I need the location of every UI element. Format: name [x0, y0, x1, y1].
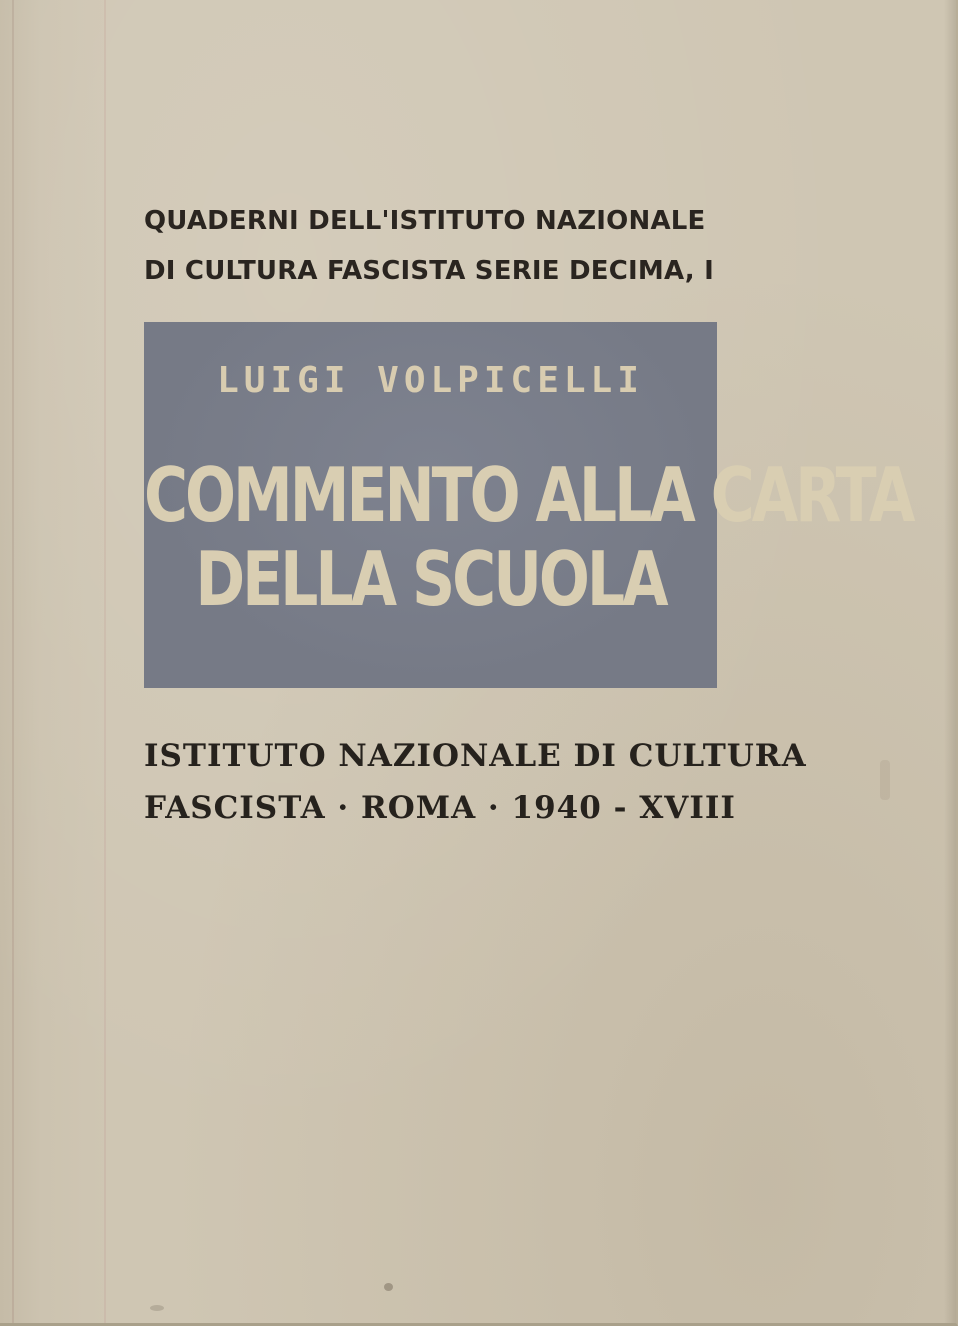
- book-title: [144, 452, 913, 624]
- publisher-imprint: [144, 730, 807, 834]
- publisher-line-2: FASCISTA · ROMA · 1940 - XVIII: [144, 790, 736, 826]
- paper-stain: [880, 760, 890, 800]
- paper-stain: [150, 1305, 164, 1311]
- spine-crease: [12, 0, 14, 1326]
- series-line-1: QUADERNI DELL'ISTITUTO NAZIONALE: [144, 206, 706, 236]
- paper-stain: [384, 1283, 393, 1291]
- book-title-line-1: COMMENTO ALLA CARTA: [144, 452, 913, 540]
- author-name: LUIGI VOLPICELLI: [217, 360, 644, 401]
- title-panel: [144, 322, 913, 688]
- publisher-line-1: ISTITUTO NAZIONALE DI CULTURA: [144, 738, 807, 774]
- spine-crease: [104, 0, 106, 1326]
- series-heading: [144, 196, 724, 296]
- cover-edge-shadow: [944, 0, 956, 1326]
- book-title-line-2: DELLA SCUOLA: [195, 536, 666, 624]
- series-line-2: DI CULTURA FASCISTA SERIE DECIMA, I: [144, 256, 714, 286]
